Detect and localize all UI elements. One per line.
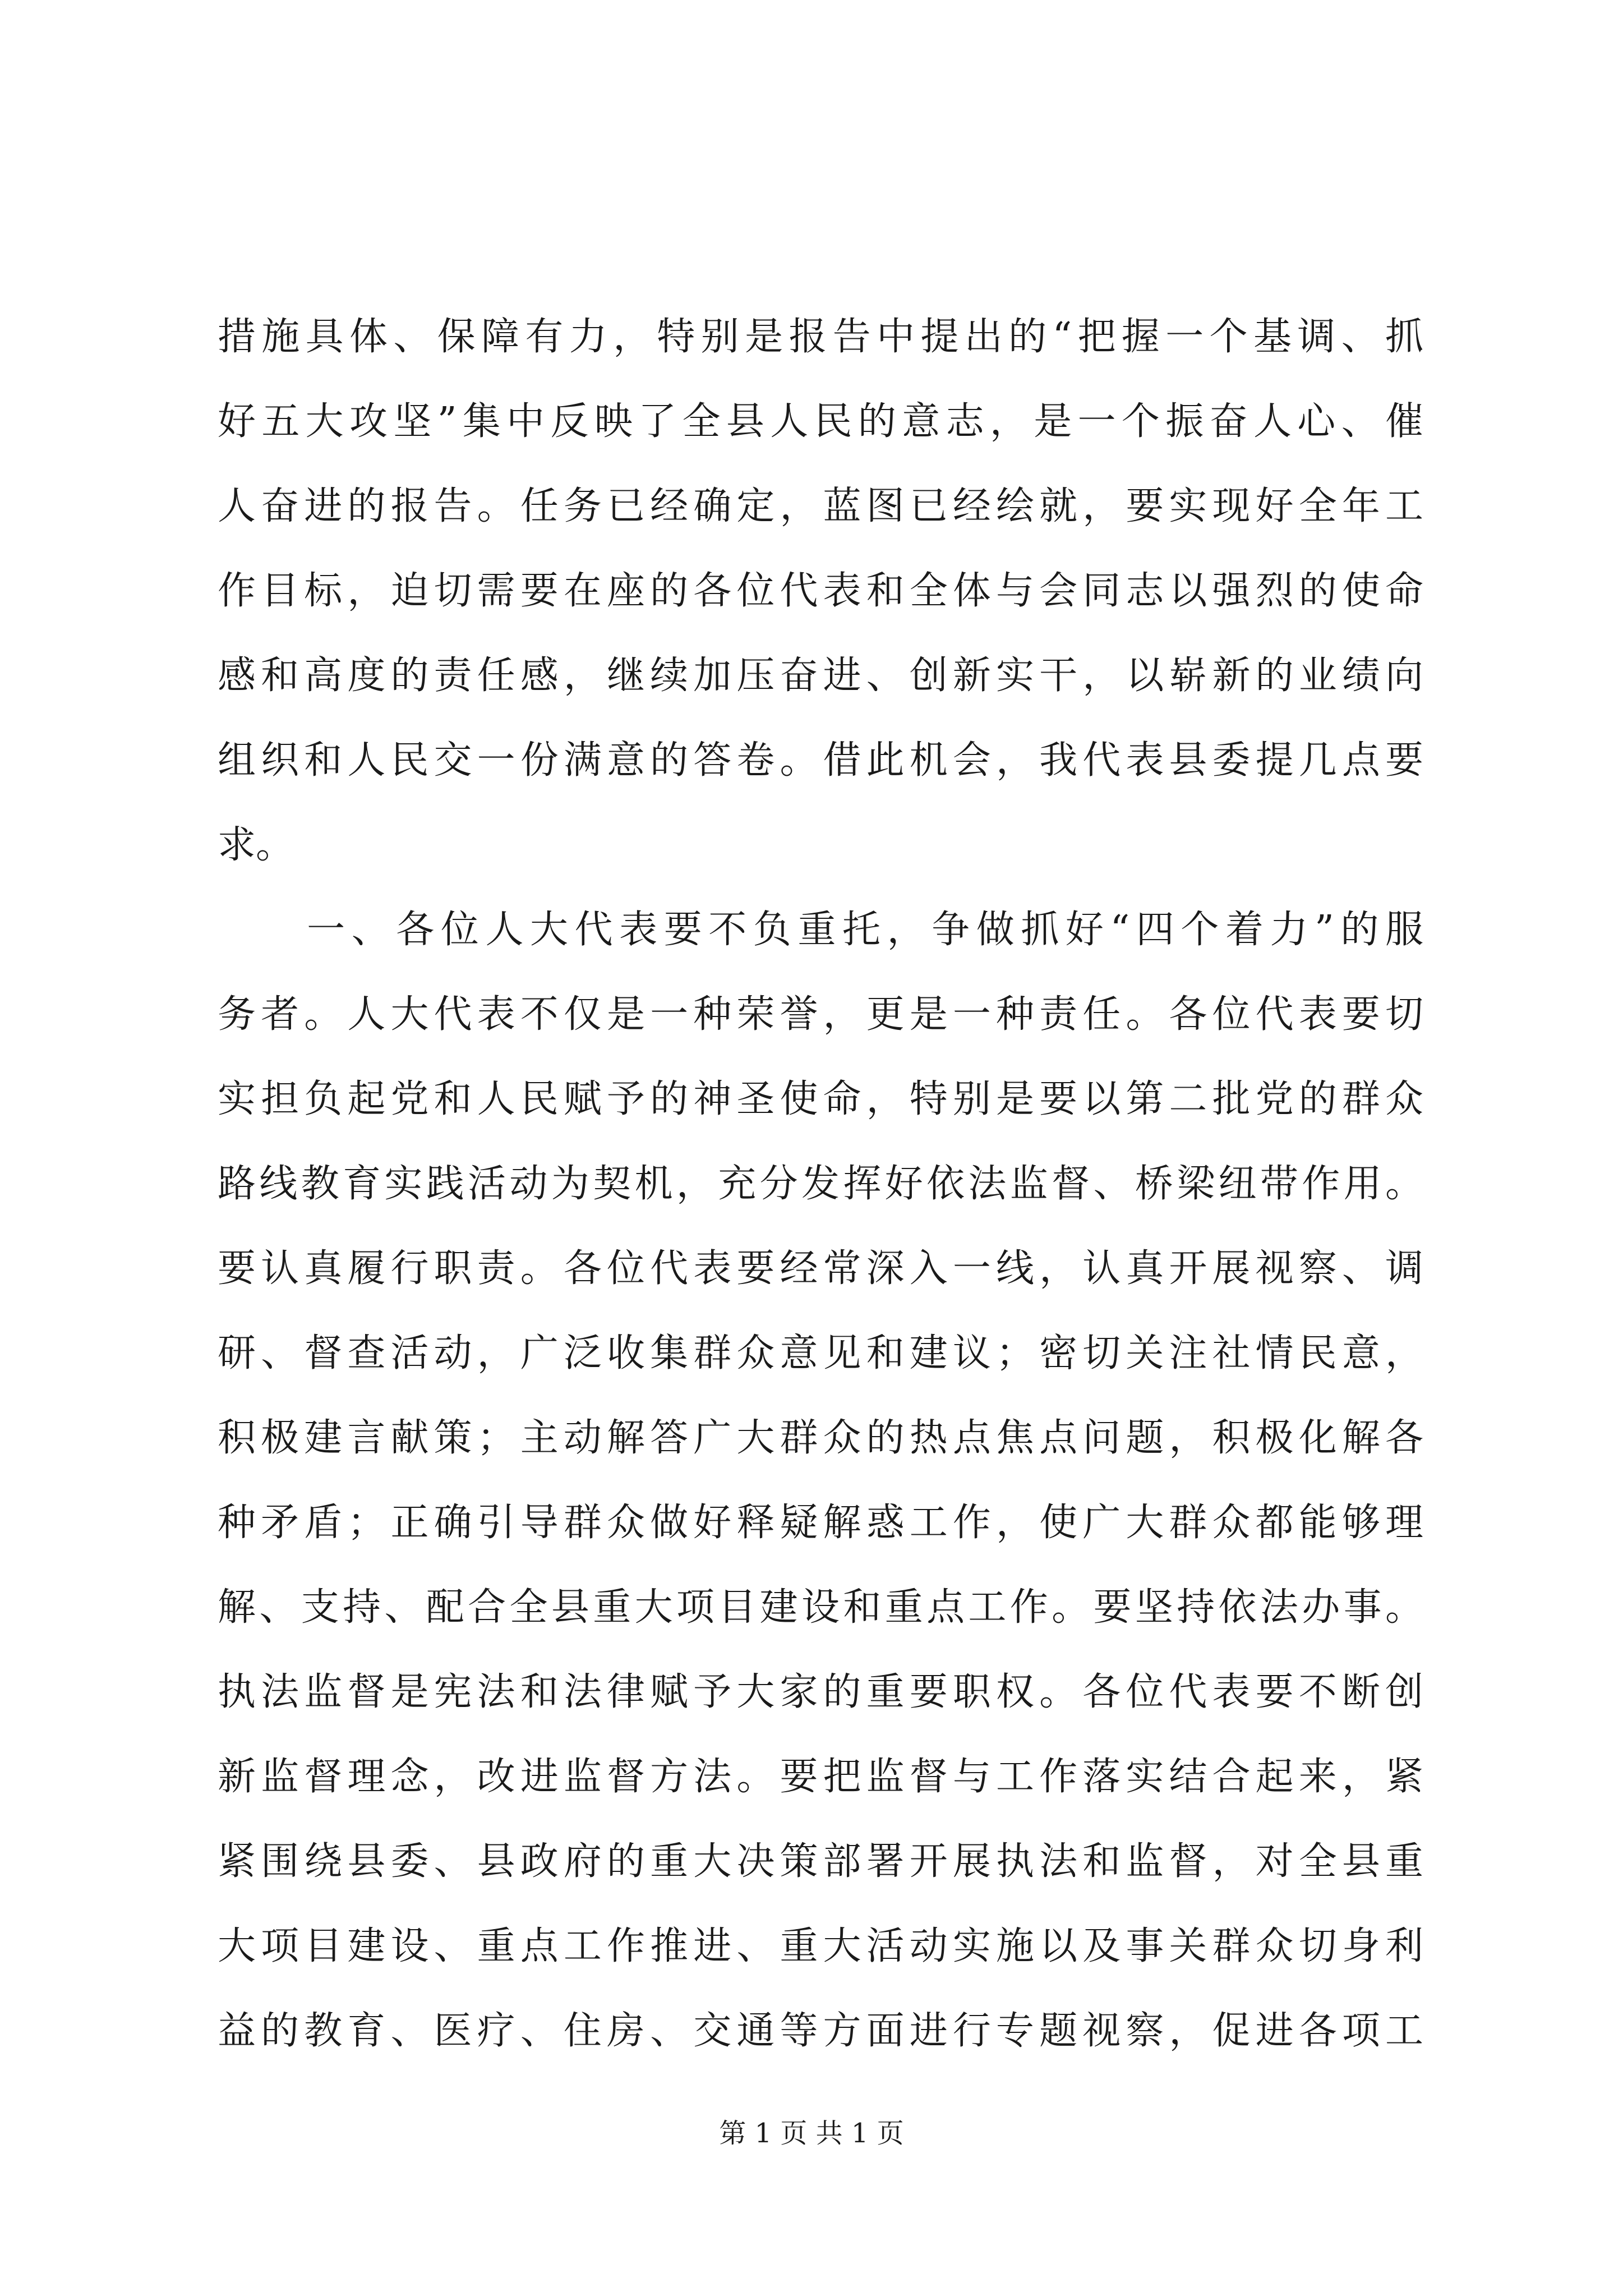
text-line: 人奋进的报告。任务已经确定，蓝图已经绘就，要实现好全年工 (218, 484, 1423, 528)
text-line: 要认真履行职责。各位代表要经常深入一线，认真开展视察、调 (218, 1246, 1423, 1291)
text-line: 一、各位人大代表要不负重托，争做抓好“四个着力”的服 (218, 908, 1423, 952)
page-number-footer: 第 1 页 共 1 页 (719, 2118, 904, 2149)
text-line: 好五大攻坚”集中反映了全县人民的意志，是一个振奋人心、催 (218, 399, 1423, 444)
body-text (218, 295, 1423, 2073)
text-line: 种矛盾；正确引导群众做好释疑解惑工作，使广大群众都能够理 (218, 1501, 1423, 1545)
text-line: 研、督查活动，广泛收集群众意见和建议；密切关注社情民意， (218, 1331, 1423, 1375)
text-line: 路线教育实践活动为契机，充分发挥好依法监督、桥梁纽带作用。 (218, 1162, 1423, 1206)
text-line: 作目标，迫切需要在座的各位代表和全体与会同志以强烈的使命 (218, 569, 1423, 613)
text-line: 感和高度的责任感，继续加压奋进、创新实干，以崭新的业绩向 (218, 654, 1423, 698)
text-line: 紧围绕县委、县政府的重大决策部署开展执法和监督，对全县重 (218, 1839, 1423, 1884)
text-line: 措施具体、保障有力，特别是报告中提出的“把握一个基调、抓 (218, 315, 1423, 359)
text-line: 求。 (218, 823, 294, 867)
text-line: 解、支持、配合全县重大项目建设和重点工作。要坚持依法办事。 (218, 1585, 1423, 1630)
text-line: 新监督理念，改进监督方法。要把监督与工作落实结合起来，紧 (218, 1755, 1423, 1799)
text-line: 实担负起党和人民赋予的神圣使命，特别是要以第二批党的群众 (218, 1077, 1423, 1121)
text-line: 积极建言献策；主动解答广大群众的热点焦点问题，积极化解各 (218, 1416, 1423, 1460)
text-line: 务者。人大代表不仅是一种荣誉，更是一种责任。各位代表要切 (218, 992, 1423, 1037)
text-line: 组织和人民交一份满意的答卷。借此机会，我代表县委提几点要 (218, 738, 1423, 783)
text-line: 执法监督是宪法和法律赋予大家的重要职权。各位代表要不断创 (218, 1670, 1423, 1714)
text-line: 大项目建设、重点工作推进、重大活动实施以及事关群众切身利 (218, 1924, 1423, 1968)
text-line: 益的教育、医疗、住房、交通等方面进行专题视察，促进各项工 (218, 2009, 1423, 2053)
